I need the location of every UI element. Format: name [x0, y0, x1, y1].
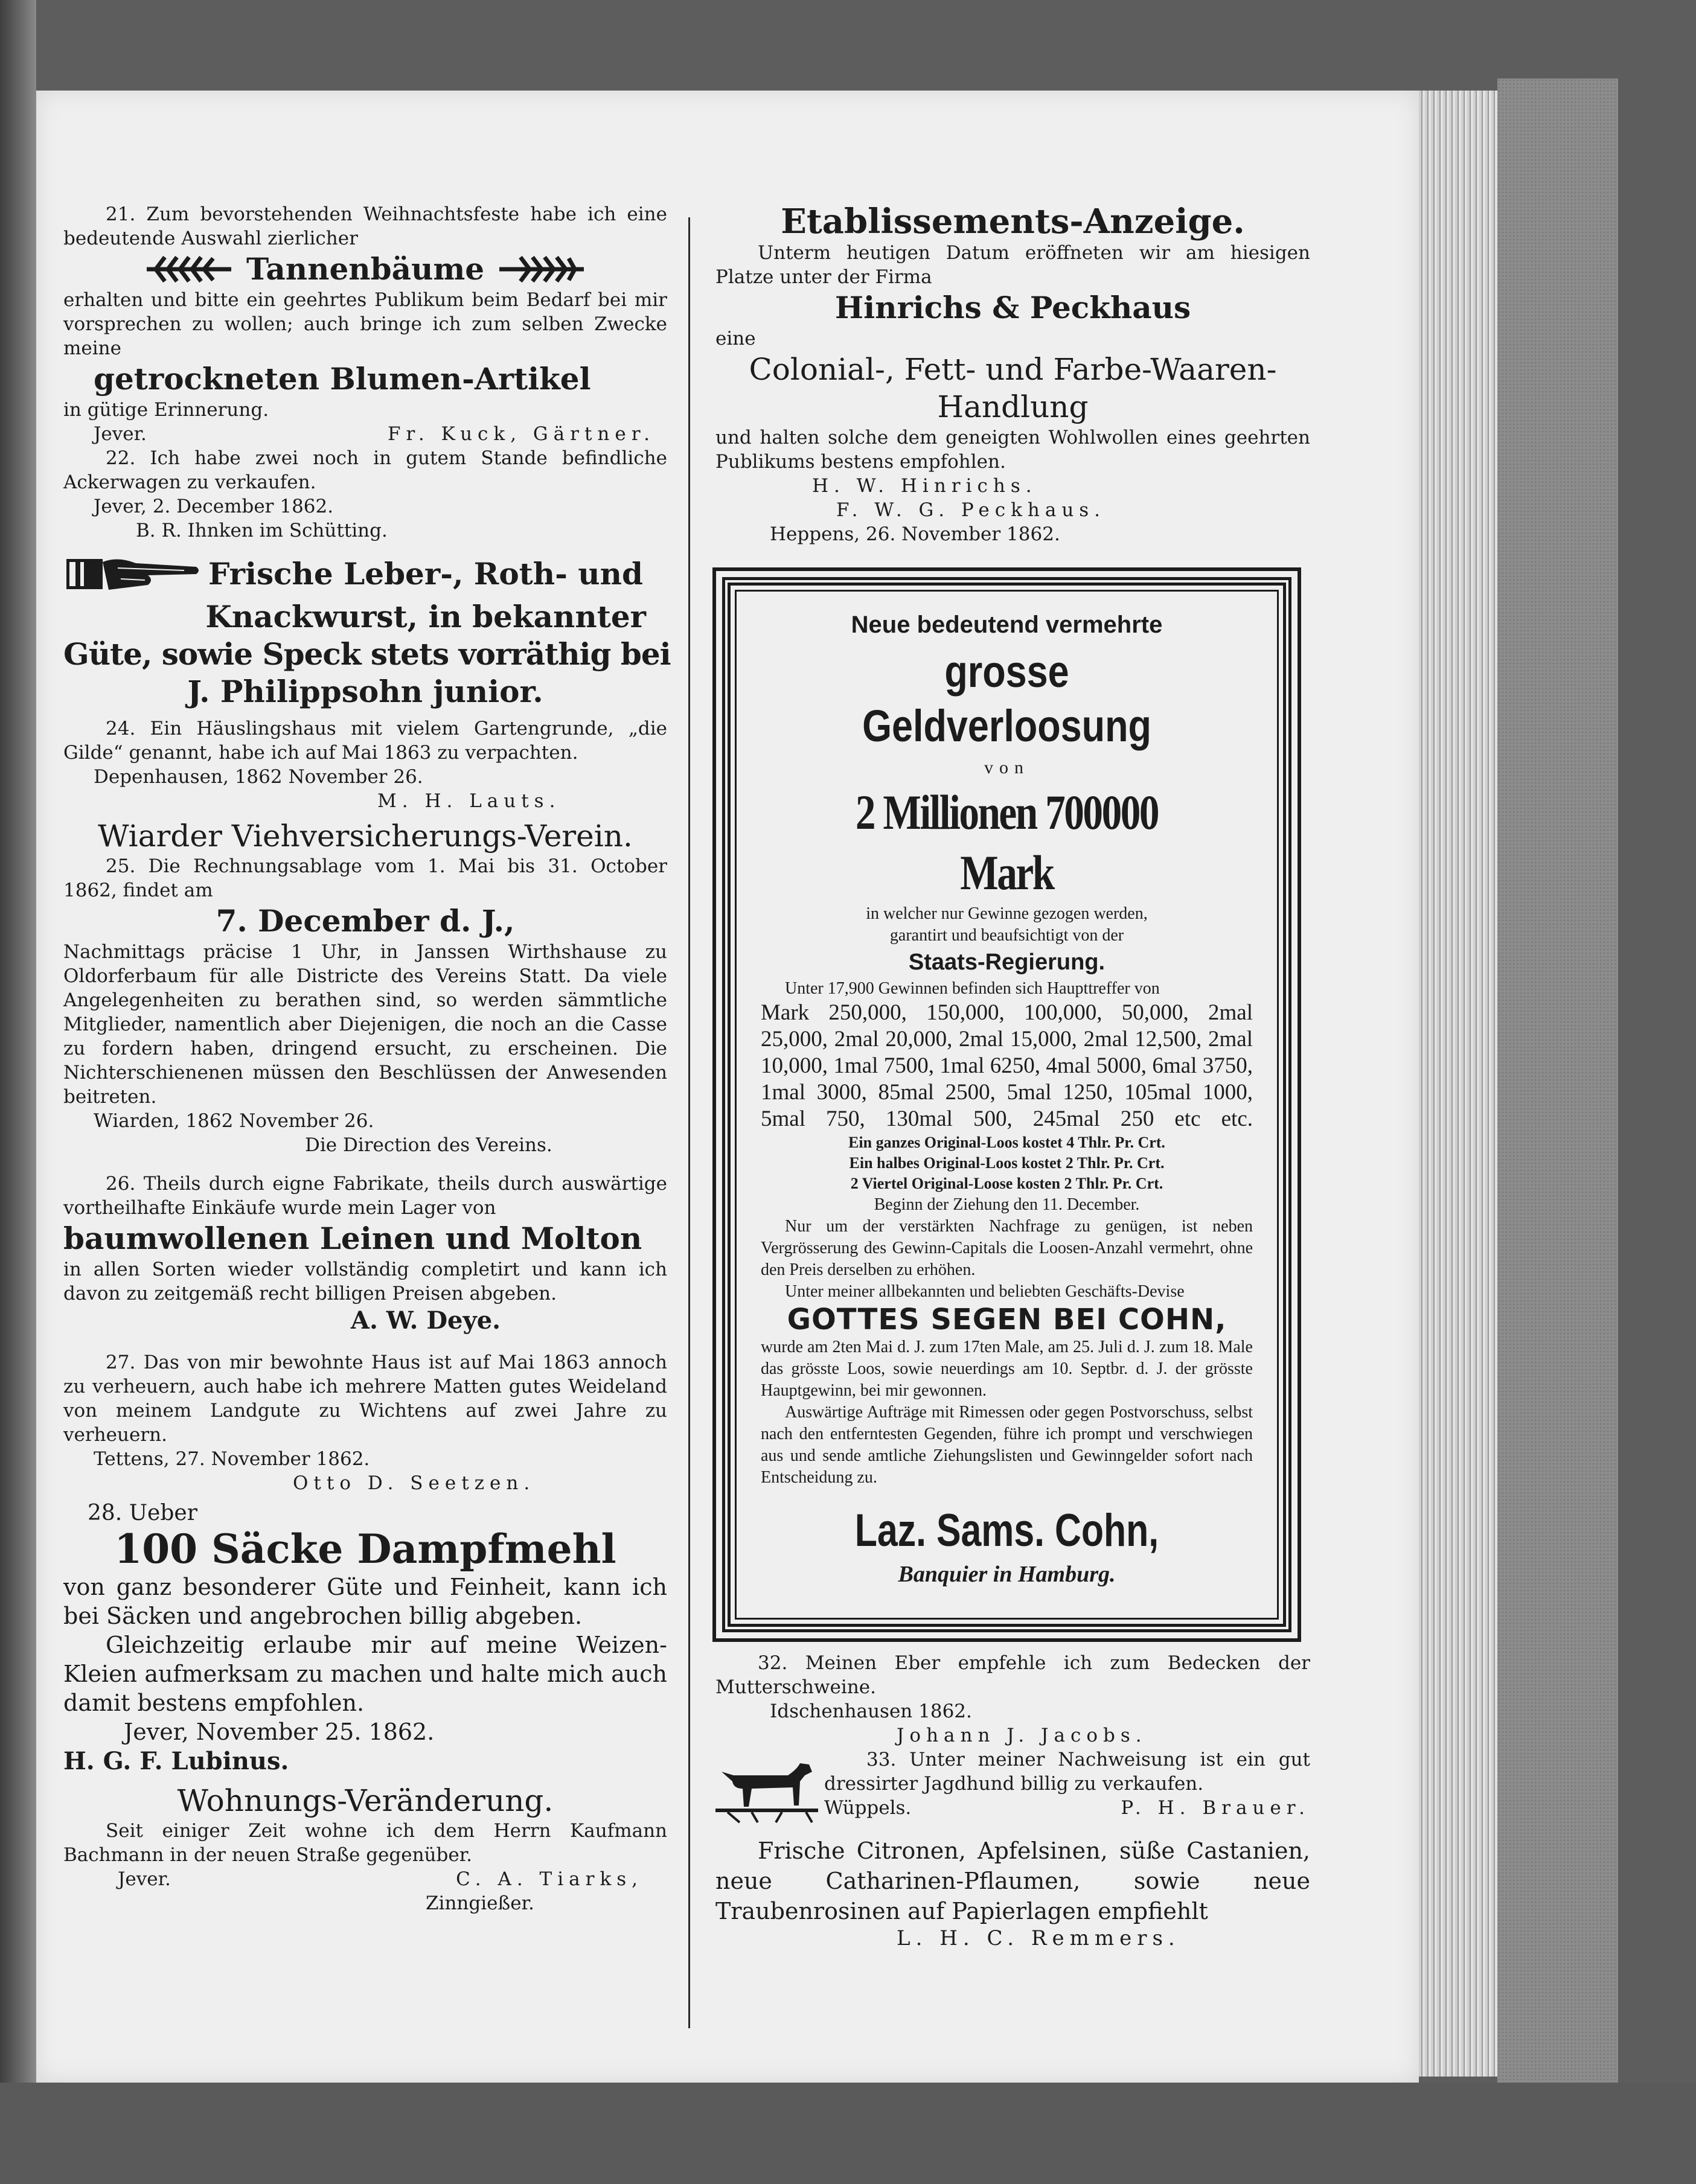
ad-22	[63, 446, 667, 543]
ad-26	[63, 1172, 667, 1336]
ad-26-body2: in allen Sorten wieder vollständig completirt und kann ich davon zu zeitgemäß recht billigen Preisen abgeben.	[63, 1259, 667, 1304]
ad-24-body: 24. Ein Häuslingshaus mit vielem Gartengrunde, „die Gilde“ genannt, habe ich auf Mai 1863 zu verpachten.	[63, 718, 667, 764]
ad-28-body2: Gleichzeitig erlaube mir auf meine Weizen-Kleien aufmerksam zu machen und halte mich auch damit bestens empfohlen.	[63, 1632, 667, 1716]
ad-28-date: Jever, November 25. 1862.	[124, 1719, 435, 1745]
ad-22-date: Jever, 2. December 1862.	[94, 496, 334, 517]
ad-30-business1: Colonial-, Fett- und Farbe-Waaren-	[749, 352, 1277, 387]
ad-27-signature: Otto D. Seetzen.	[293, 1472, 536, 1494]
ad-32	[715, 1651, 1310, 1748]
ad-26-signature: A. W. Deye.	[350, 1306, 501, 1335]
ad-34-body: Frische Citronen, Apfelsinen, süße Castanien, neue Catharinen-Pflaumen, sowie neue Traubenrosinen auf Papierlagen empfiehlt	[715, 1838, 1310, 1924]
ad-29-signature: C. A. Tiarks,	[456, 1868, 643, 1890]
lottery-ad-box	[712, 567, 1301, 1642]
ad-27-date: Tettens, 27. November 1862.	[94, 1448, 370, 1470]
bottom-background	[0, 2083, 1696, 2184]
fir-branch-icon	[144, 251, 234, 287]
ad-25-body1: 25. Die Rechnungsablage vom 1. Mai bis 31. October 1862, findet am	[63, 855, 667, 901]
ad-25-signature: Die Direction des Vereins.	[305, 1134, 552, 1156]
ad-29-footer	[63, 1867, 667, 1891]
ad-27	[63, 1350, 667, 1495]
ad-33-signature: P. H. Brauer.	[1121, 1797, 1310, 1819]
lottery-banker: Banquier in Hamburg.	[898, 1562, 1116, 1587]
ad-25-body2: Nachmittags präcise 1 Uhr, in Janssen Wirthshause zu Oldorferbaum für alle Districte des Vereins Statt. Da viele Angelegenheiten zu berathen sind, so werden sämmtliche Mitglieder, namentlich aber Diejenigen, die noch an die Casse zu fordern haben, dringend ersucht, zu erscheinen. Die Nichterschienenen müssen den Beschlüssen der Anwesenden beitreten.	[63, 941, 667, 1108]
ad-32-date: Idschenhausen 1862.	[770, 1700, 972, 1722]
ad-33	[715, 1748, 1310, 1824]
ad-29-role: Zinngießer.	[426, 1892, 534, 1914]
right-column	[715, 202, 1310, 546]
ad-33-text	[824, 1748, 1310, 1820]
lottery-line-1: in welcher nur Gewinne gezogen werden,	[866, 904, 1148, 923]
ad-30-business2: Handlung	[937, 389, 1089, 424]
ad-21-title: Tannenbäume	[246, 251, 485, 287]
ad-29-place: Jever.	[118, 1868, 171, 1890]
ad-34-signature: L. H. C. Remmers.	[897, 1926, 1180, 1950]
lottery-ad-frame	[722, 577, 1291, 1632]
lottery-loos-2: Ein halbes Original-Loos kostet 2 Thlr. Pr. Crt.	[849, 1154, 1165, 1172]
ad-28	[63, 1501, 667, 1777]
page-edges	[1419, 91, 1497, 2077]
ad-30-body1: Unterm heutigen Datum eröffneten wir am hiesigen Platze unter der Firma	[715, 242, 1310, 288]
ad-29-body: Seit einiger Zeit wohne ich dem Herrn Kaufmann Bachmann in der neuen Straße gegenüber.	[63, 1820, 667, 1866]
ad-25-date: Wiarden, 1862 November 26.	[94, 1110, 374, 1132]
ad-21-intro: 21. Zum bevorstehenden Weihnachtsfeste habe ich eine bedeutende Auswahl zierlicher	[63, 203, 667, 249]
lottery-draw-date: Beginn der Ziehung den 11. December.	[874, 1195, 1140, 1214]
ad-24-date: Depenhausen, 1862 November 26.	[94, 766, 423, 788]
lottery-body-2: Unter meiner allbekannten und beliebten Geschäfts-Devise	[785, 1282, 1185, 1301]
ad-30-firm: Hinrichs & Peckhaus	[834, 290, 1191, 325]
ad-21-subtitle: getrockneten Blumen-Artikel	[94, 361, 591, 397]
right-column-lower	[715, 1651, 1310, 1950]
ad-27-body: 27. Das von mir bewohnte Haus ist auf Mai 1863 annoch zu verheuern, auch habe ich mehrere Matten gutes Weideland von meinem Landgute zu Wichtens auf zwei Jahre zu verheuern.	[63, 1352, 667, 1446]
lottery-body-3: wurde am 2ten Mai d. J. zum 17ten Male, am 25. Juli d. J. zum 18. Male das grösste Loos, sowie neuerdings am 10. Septbr. d. J. der grösste Hauptgewinn, bei mir gewonnen.	[761, 1338, 1253, 1400]
ad-29	[63, 1783, 667, 1915]
ad-28-title: 100 Säcke Dampfmehl	[114, 1525, 616, 1573]
ad-26-highlight: baumwollenen Leinen und Molton	[63, 1221, 642, 1256]
lottery-loos-1: Ein ganzes Original-Loos kostet 4 Thlr. Pr. Crt.	[848, 1134, 1165, 1151]
lottery-line-2: garantirt und beaufsichtigt von der	[889, 926, 1124, 945]
hunting-dog-icon	[715, 1751, 818, 1824]
ad-23-signature: J. Philippsohn junior.	[187, 674, 543, 709]
ad-30	[715, 202, 1310, 546]
ad-28-intro: 28. Ueber	[88, 1501, 197, 1525]
fir-branch-icon	[496, 251, 587, 287]
ad-23-line3: Güte, sowie Speck stets vorräthig bei	[63, 636, 671, 672]
lottery-title-2: grosse Geldverloosung	[862, 647, 1151, 751]
lottery-title-1: Neue bedeutend vermehrte	[851, 611, 1163, 638]
ad-25-date-highlight: 7. December d. J.,	[216, 903, 515, 939]
ad-21-footer	[63, 422, 667, 446]
lottery-amount: 2 Millionen 700000 Mark	[855, 785, 1159, 900]
lottery-motto: GOTTES SEGEN BEI COHN,	[787, 1303, 1227, 1336]
ad-24-signature: M. H. Lauts.	[377, 790, 561, 812]
lottery-firm: Laz. Sams. Cohn,	[854, 1505, 1159, 1556]
ad-21	[63, 202, 667, 446]
ad-25	[63, 818, 667, 1157]
ad-21-place: Jever.	[94, 423, 147, 445]
ad-21-signature: Fr. Kuck, Gärtner.	[387, 423, 655, 445]
ad-21-body: erhalten und bitte ein geehrtes Publikum beim Bedarf bei mir vorsprechen zu wollen; auch bringe ich zum selben Zwecke meine	[63, 289, 667, 359]
pointing-hand-icon	[63, 550, 202, 598]
ad-33-body: 33. Unter meiner Nachweisung ist ein gut dressirter Jagdhund billig zu verkaufen.	[824, 1749, 1310, 1795]
ad-23-line2: Knackwurst, in bekannter	[205, 599, 646, 634]
ad-30-date: Heppens, 26. November 1862.	[770, 523, 1060, 545]
ad-30-eine: eine	[715, 328, 756, 350]
ad-23	[63, 550, 671, 710]
ad-33-place: Wüppels.	[824, 1797, 912, 1819]
ad-30-sig2: F. W. G. Peckhaus.	[836, 499, 1106, 521]
lottery-body-1: Nur um der verstärkten Nachfrage zu genügen, ist neben Vergrösserung des Gewinn-Capitals die Loosen-Anzahl vermehrt, ohne den Preis derselben zu erhöhen.	[761, 1217, 1253, 1279]
ad-34	[715, 1836, 1310, 1950]
ad-23-title-row	[63, 550, 667, 598]
column-divider	[688, 217, 690, 2028]
lottery-body-4: Auswärtige Aufträge mit Rimessen oder gegen Postvorschuss, selbst nach den entferntesten Gegenden, führe ich prompt und verschwiegen aus und sende amtliche Ziehungslisten und Gewinngelder sofort nach Entscheidung zu.	[761, 1403, 1253, 1487]
ad-28-signature: H. G. F. Lubinus.	[63, 1747, 289, 1775]
ad-32-body: 32. Meinen Eber empfehle ich zum Bedecken der Mutterschweine.	[715, 1652, 1310, 1698]
ad-21-title-row	[63, 251, 667, 288]
ad-24	[63, 717, 667, 813]
lottery-state: Staats-Regierung.	[908, 950, 1106, 975]
ad-28-body: von ganz besonderer Güte und Feinheit, kann ich bei Säcken und angebrochen billig abgeben.	[63, 1574, 667, 1629]
ad-21-tail: in gütige Erinnerung.	[63, 399, 269, 421]
lottery-loos-3: 2 Viertel Original-Loose kosten 2 Thlr. Pr. Crt.	[850, 1175, 1163, 1192]
lottery-von: von	[984, 758, 1029, 777]
ad-23-line1: Frische Leber-, Roth- und	[208, 556, 643, 592]
ad-30-title: Etablissements-Anzeige.	[781, 202, 1245, 241]
book-binding-left	[0, 0, 36, 2184]
ad-30-body2: und halten solche dem geneigten Wohlwollen eines geehrten Publikums bestens empfohlen.	[715, 427, 1310, 473]
ad-22-body: 22. Ich habe zwei noch in gutem Stande befindliche Ackerwagen zu verkaufen.	[63, 447, 667, 493]
ad-26-body1: 26. Theils durch eigne Fabrikate, theils durch auswärtige vortheilhafte Einkäufe wurde mein Lager von	[63, 1173, 667, 1219]
ad-30-sig1: H. W. Hinrichs.	[812, 475, 1037, 497]
ad-25-title: Wiarder Viehversicherungs-Verein.	[98, 819, 633, 854]
lottery-prizes: Mark 250,000, 150,000, 100,000, 50,000, 2mal 25,000, 2mal 20,000, 2mal 15,000, 2mal 12,500, 2mal 10,000, 1mal 7500, 1mal 6250, 4mal 5000, 6mal 3750, 1mal 3000, 85mal 2500, 5mal 1250, 105mal 1000, 5mal 750, 130mal 500, 245mal 250 etc etc.	[761, 1000, 1253, 1131]
left-column	[63, 202, 671, 1915]
ad-33-footer	[824, 1796, 1310, 1820]
ad-22-signature: B. R. Ihnken im Schütting.	[136, 520, 388, 541]
ad-29-title: Wohnungs-Veränderung.	[177, 1783, 554, 1818]
ad-32-signature: Johann J. Jacobs.	[897, 1725, 1147, 1746]
book-cover-right	[1497, 78, 1618, 2089]
lottery-prizes-intro: Unter 17,900 Gewinnen befinden sich Haupttreffer von	[785, 979, 1160, 998]
